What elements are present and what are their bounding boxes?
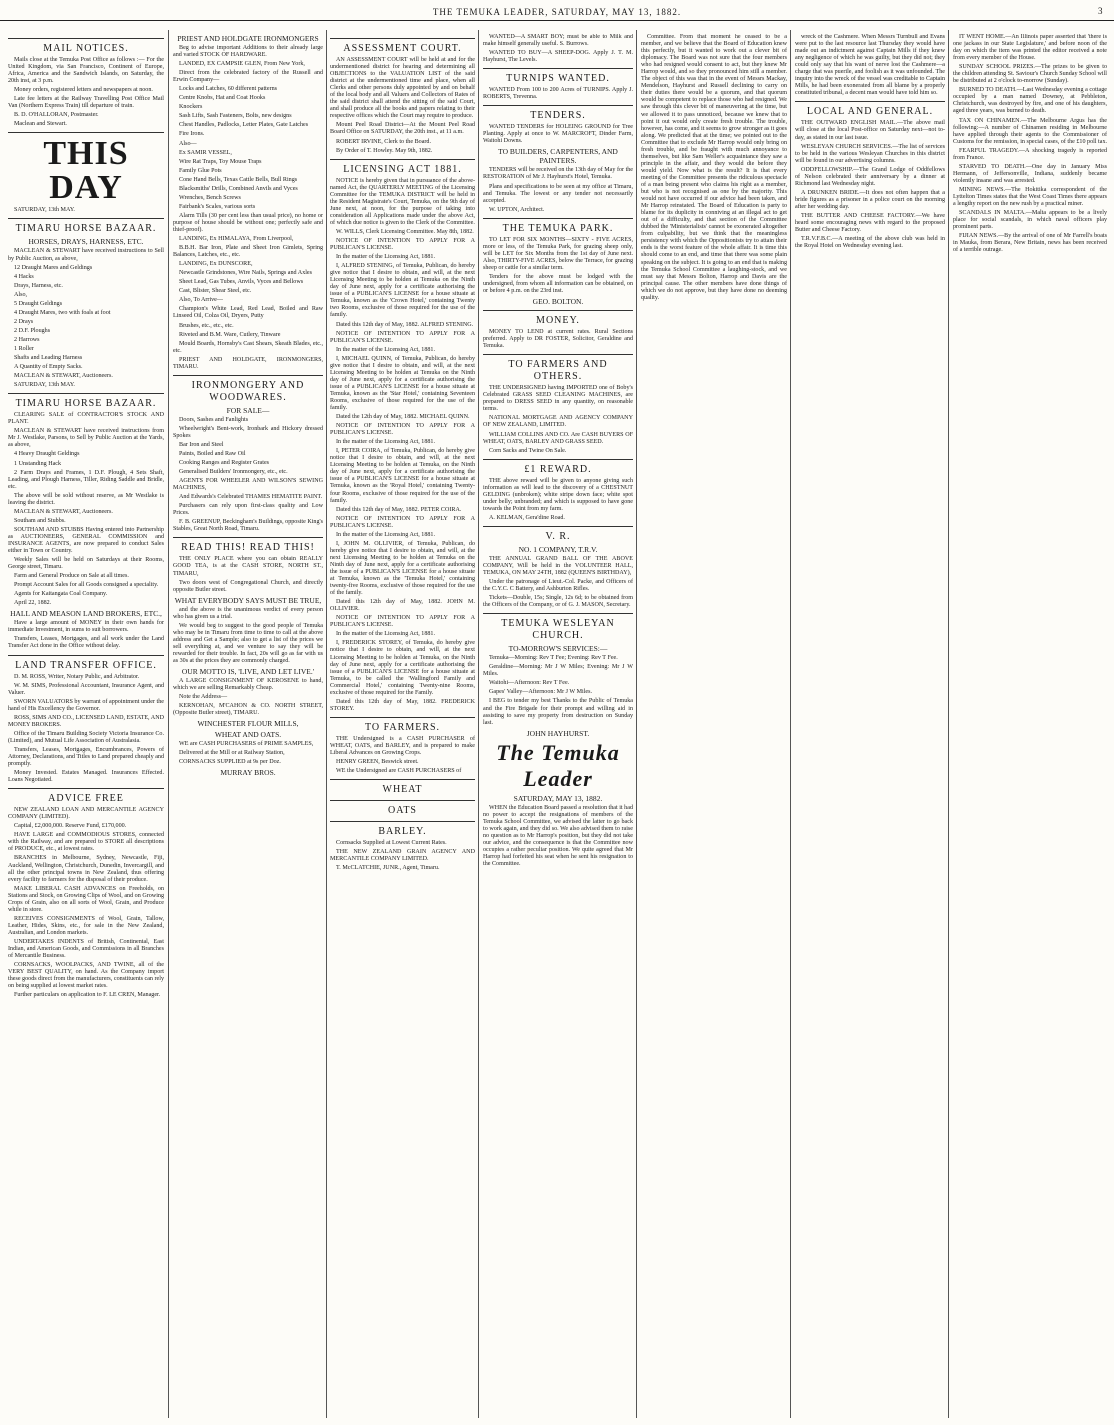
column-paragraph: 2 Farm Drays and Frames, 1 D.F. Plough, 4 Sets Shaft, Leading, and Plough Harness, Tiller, Riding Saddle and Bridle, etc. (8, 469, 164, 490)
column-paragraph: 1 Roller (14, 345, 34, 352)
column-paragraph: Bar Iron and Steel (179, 441, 224, 448)
column-paragraph: Sheet Lead, Gas Tubes, Anvils, Vyces and Bellows (179, 279, 304, 286)
column-paragraph: MACLEAN & STEWART, Auctioneers. (14, 373, 113, 380)
column-paragraph: Geraldine—Morning: Mr J W Miles; Evening: Mr J W Miles. (483, 664, 633, 678)
column-paragraph: Family Glue Pots (179, 167, 222, 174)
column-paragraph: BARLEY. (378, 826, 427, 838)
column-paragraph: THE UNDERSIGNED having IMPORTED one of Boby's Celebrated GRASS SEED CLEANING MACHINES, are prepared to DRESS SEED in any quantity, on reasonable terms. (483, 385, 633, 413)
column-paragraph: Cornsacks Supplied at Lowest Current Rates. (336, 840, 447, 847)
column-paragraph: and the above is the unanimous verdict of every person who has given us a trial. (173, 606, 323, 620)
section-divider (173, 375, 323, 376)
column-paragraph: 2 Harrows (14, 336, 40, 343)
column-paragraph: V. R. (545, 530, 571, 542)
column-paragraph: 2 D.F. Ploughs (14, 327, 51, 334)
column-paragraph: THE ONLY PLACE where you can obtain REALLY GOOD TEA, is at the CASH STORE, NORTH ST., TIMARU, (173, 556, 323, 577)
column-paragraph: STARVED TO DEATH.—One day in January Miss Hermann, of Jeffersonville, Indiana, suddenly became violently insane and was arrested. (953, 163, 1107, 184)
column-paragraph: NEW ZEALAND LOAN AND MERCANTILE AGENCY COMPANY (LIMITED). (8, 807, 164, 821)
column-paragraph: Chest Handles, Padlocks, Letter Plates, Gate Latches (179, 122, 309, 129)
column-paragraph: Fire Irons. (179, 131, 205, 138)
column-paragraph: Centre Knobs, Hat and Coat Hooks (179, 95, 266, 102)
column-5 (641, 34, 787, 1414)
column-paragraph: TENDERS will be received on the 13th day of May for the RESTORATION of Mr J. Hayhurst's Hotel, Temuka. (483, 167, 633, 181)
column-paragraph: LOCAL AND GENERAL. (806, 106, 934, 118)
column-paragraph: We would beg to suggest to the good people of Temuka who may be in Timaru from time to time to call at the above address and Get a Sample; also to get a list of the prices we sell everything at, and we venture to say they will be rewarded for their trouble. In fact, 20s will go as far with us as 30s at the prices they are commonly charged. (173, 622, 323, 664)
column-paragraph: A Quantity of Empty Sacks. (14, 364, 83, 371)
column-paragraph: B. D. O'HALLORAN, Postmaster. (14, 112, 99, 119)
column-paragraph: Doors, Sashes and Fanlights (179, 416, 249, 423)
column-paragraph: Mould Boards, Hornsby's Cast Shears, Skeath Blades, etc., etc. (173, 340, 323, 354)
column-paragraph: 4 Heavy Draught Geldings (14, 451, 80, 458)
column-paragraph: Newcastle Grindstones, Wire Nails, Springs and Axles (179, 270, 313, 277)
section-divider (8, 788, 164, 789)
section-divider (8, 655, 164, 656)
page-number: 3 (1098, 6, 1103, 16)
column-paragraph: Wheelwright's Bent-work, Ironbark and Hickory dressed Spokes (173, 425, 323, 439)
column-paragraph: READ THIS! READ THIS! (181, 542, 315, 554)
column-paragraph: THE BUTTER AND CHEESE FACTORY.—We have heard some encouraging news with regard to the proposed Butter and Cheese Factory. (795, 212, 945, 234)
section-divider (330, 800, 475, 801)
column-paragraph: And Edwards's Celebrated THAMES HEMATITE PAINT. (179, 494, 323, 501)
column-paragraph: I, MICHAEL QUINN, of Temuka, Publican, do hereby give notice that I desire to obtain, and will, at the next Licensing Meeting to be holden at Temuka on the Ninth day of June next, apply for a certificate authorising the issue of a PUBLICAN'S LICENSE for a house situate at Temuka, known as the 'Star Hotel,' containing Seventeen Rooms, exclusive of those required for the use of the family. (330, 355, 475, 412)
column-paragraph: Note the Address— (179, 694, 228, 701)
column-paragraph: 2 Drays (14, 318, 34, 325)
column-paragraph: NO. 1 COMPANY, T.R.V. (518, 544, 598, 554)
column-paragraph: WANTED—A SMART BOY; must be able to Milk and make himself generally useful. S. Burrows. (483, 34, 633, 48)
page-header (0, 0, 1114, 21)
column-paragraph: AGENTS FOR WHEELER AND WILSON'S SEWING MACHINES, (173, 478, 323, 492)
column-paragraph: MONEY TO LEND at current rates. Rural Sections preferred. Apply to DR FOSTER, Solicitor, Geraldine and Temuka. (483, 329, 633, 350)
column-paragraph: Dated the 12th day of May, 1882. MICHAEL QUINN. (336, 414, 470, 421)
column-paragraph: TEMUKA WESLEYAN CHURCH. (501, 618, 615, 642)
column-rule (168, 30, 169, 1418)
column-paragraph: Blacksmiths' Drills, Combined Anvils and Vyces (179, 185, 298, 192)
column-paragraph: PRIEST AND HOLDGATE IRONMONGERS (177, 34, 319, 43)
column-paragraph: NOTICE OF INTENTION TO APPLY FOR A PUBLICAN'S LICENSE. (330, 615, 475, 629)
column-paragraph: THE Undersigned is a CASH PURCHASER of WHEAT, OATS, and BARLEY, and is prepared to make Liberal Advances on Growing Crops. (330, 735, 475, 756)
column-paragraph: I BEG to tender my best Thanks to the Public of Temuka and the Fire Brigade for their prompt and willing aid in assisting to save my property from destruction on Sunday last. (483, 698, 633, 726)
column-paragraph: April 22, 1882. (14, 600, 52, 607)
column-paragraph: The Temuka Leader (496, 739, 620, 791)
column-paragraph: WINCHESTER FLOUR MILLS, (197, 719, 299, 729)
column-paragraph: Tenders for the above must be lodged with the undersigned, from whom all information can be obtained, on or before 4 p.m. on the 23rd inst. (483, 273, 633, 295)
section-divider (8, 132, 164, 133)
column-paragraph: 4 Draught Mares, two with foals at foot (14, 309, 111, 316)
column-paragraph: I, PETER COIRA, of Temuka, Publican, do hereby give notice that I desire to obtain, and will, at the next Licensing Meeting to be holden at Temuka, on the Ninth day of June next, apply for a certificate authorising the issue of a PUBLICAN'S LICENSE for a house situate at Temuka, known as the 'Royal Hotel,' containing Twenty-four Rooms, exclusive of those required for the use of the family. (330, 448, 475, 504)
column-paragraph: MACLEAN & STEWART, Auctioneers. (14, 508, 113, 515)
column-paragraph: Dated this 12th day of May, 1882. FREDERICK STOREY. (330, 698, 475, 712)
column-paragraph: SUNDAY SCHOOL PRIZES.—The prizes to be given to the children attending St. Saviour's Church Sunday School will be distributed at 2 o'clock to-morrow (Sunday). (953, 64, 1107, 85)
column-paragraph: A DRUNKEN BRIDE.—It does not often happen that a bride figures as a prisoner in a police court on the morning after her wedding day. (795, 189, 945, 210)
section-divider (483, 218, 633, 219)
column-paragraph: WHEN the Education Board passed a resolution that it had no power to accept the resignations of members of the Temuka School Committee, we advised the latter to go back to work again, and they did so. We also advised them to raise no question as to Mr Harrop's position, but they did not take our advice, and the consequence is that the Committee now occupies a rather peculiar position. We quite agreed that Mr Harrop had forfeited his seat when he sent his resignation to the Committee. (483, 804, 633, 868)
column-paragraph: In the matter of the Licensing Act, 1881. (336, 439, 435, 446)
column-paragraph: W. M. SIMS, Professional Accountant, Insurance Agent, and Valuer. (8, 682, 164, 696)
column-paragraph: Shafts and Leading Harness (14, 355, 83, 362)
column-paragraph: Farm and General Produce on Sale at all times. (14, 573, 129, 580)
column-7 (953, 34, 1107, 1414)
column-paragraph: W. WILLS, Clerk Licensing Committee. May 8th, 1882. (336, 228, 474, 235)
column-paragraph: Capital, £2,000,000. Reserve Fund, £170,000. (14, 823, 127, 830)
column-paragraph: By Order of T. Howley. May 9th, 1882. (336, 147, 433, 154)
column-paragraph: A LARGE CONSIGNMENT OF KEROSENE to hand, which we are selling Remarkably Cheap. (173, 678, 323, 692)
column-paragraph: A. KELMAN, Gera'dine Road. (489, 514, 565, 521)
column-paragraph: THIS DAY (43, 135, 129, 207)
column-paragraph: Agents for Kaitangata Coal Company. (14, 591, 108, 598)
column-paragraph: Corn Sacks and Twine On Sale. (489, 447, 567, 454)
column-paragraph: Late fee letters at the Railway Travelling Post Office Mail Van (Northern Express Train) till departure of train. (8, 96, 164, 110)
column-4 (483, 34, 633, 1414)
column-paragraph: IRONMONGERY AND WOODWARES. (191, 379, 305, 403)
column-paragraph: HAVE LARGE and COMMODIOUS STORES, connected with the Railway, and are prepared to STORE all descriptions of PRODUCE, etc., at lowest rates. (8, 832, 164, 853)
column-paragraph: Also, (14, 291, 28, 298)
column-paragraph: In the matter of the Licensing Act, 1881. (336, 531, 435, 538)
column-paragraph: THE ANNUAL GRAND BALL OF THE ABOVE COMPANY, Will be held in the VOLUNTEER HALL, TEMUKA, ON MAY 24TH, 1882 (QUEEN'S BIRTHDAY), (483, 555, 633, 577)
section-divider (8, 218, 164, 219)
column-paragraph: NOTICE OF INTENTION TO APPLY FOR A PUBLICAN'S LICENSE. (330, 423, 475, 437)
column-paragraph: BRANCHES in Melbourne, Sydney, Newcastle, Fiji, Auckland, Wellington, Christchurch, Dunedin, Invercargill, and all the other principal towns in New Zealand, thus offering every facility to farmers for the disposal of their produce. (8, 855, 164, 883)
column-paragraph: KERNOHAN, M'CAHON & CO. NORTH STREET, (Opposite Butler street), TIMARU. (173, 703, 323, 717)
column-paragraph: ROSS, SIMS AND CO., LICENSED LAND, ESTATE, AND MONEY BROKERS. (8, 714, 164, 728)
column-paragraph: 12 Draught Mares and Geldings (14, 264, 93, 271)
column-paragraph: WESLEYAN CHURCH SERVICES.—The list of services to be held in the various Wesleyan Churches in this district will be found in our advertising columns. (795, 143, 945, 164)
column-paragraph: 5 Draught Geldings (14, 300, 63, 307)
column-paragraph: D. M. ROSS, Writer, Notary Public, and Arbitrator. (14, 673, 140, 680)
column-paragraph: TO LET FOR SIX MONTHS—SIXTY - FIVE ACRES, more or less, of the Temuka Park, for grazing sheep only, will be LET for Six Months from the 1st day of June next. Also, THIRTY-FIVE ACRES, below the Terrace, for grazing sheep or cattle for a similar term. (483, 236, 633, 271)
column-paragraph: THE TEMUKA PARK. (502, 222, 614, 234)
column-paragraph: Waitohi—Afternoon: Rev T Fee. (489, 680, 570, 687)
column-paragraph: Prompt Account Sales for all Goods consigned a speciality. (14, 582, 159, 589)
column-paragraph: I, JOHN M. OLLIVIER, of Temuka, Publican, do hereby give notice that I desire to obtain, and will, at the next Licensing Meeting to be holden at Temuka on the Ninth day of June next, apply for a certificate authorising the issue of a PUBLICAN'S LICENSE for a house situate at Temuka, known as the 'Temuka Hotel,' containing twenty-five Rooms, exclusive of those required for the use of the family. (330, 540, 475, 597)
section-divider (483, 459, 633, 460)
column-paragraph: SATURDAY, 13th MAY. (14, 207, 75, 214)
column-paragraph: JOHN HAYHURST. (526, 728, 590, 738)
column-paragraph: Also— (179, 140, 197, 147)
column-paragraph: LANDED, EX CAMPSIE GLEN, From New York, (179, 61, 305, 68)
column-paragraph: WANTED TENDERS for HOLEING GROUND for Tree Planting. Apply at once to W. MARCROFT, Dinder Farm, Waitohi Downs. (483, 124, 633, 145)
column-paragraph: CLEARING SALE of CONTRACTOR'S STOCK AND PLANT. (8, 412, 164, 426)
column-paragraph: Further particulars on application to F. LE CREN, Manager. (14, 992, 161, 999)
column-paragraph: SOUTHAM AND STUBBS Having entered into Partnership as AUCTIONEERS, GENERAL COMMISSION and INSURANCE AGENTS, are now prepared to conduct Sales either in Town or Country. (8, 526, 164, 555)
column-paragraph: Knockers (179, 104, 203, 111)
column-paragraph: Plans and specifications to be seen at my office at Timaru, and Temuka. The lowest or any tender not necessarily accepted. (483, 183, 633, 204)
column-paragraph: B.B.H. Bar Iron, Plate and Sheet Iron Gimlets, Spring Balances, Latches, etc., etc. (173, 245, 323, 259)
column-paragraph: NOTICE OF INTENTION TO APPLY FOR A PUBLICAN'S LICENSE. (330, 515, 475, 529)
column-paragraph: OATS (387, 805, 417, 817)
column-paragraph: Purchasers can rely upon first-class quality and Low Prices. (173, 503, 323, 517)
column-paragraph: NOTICE is hereby given that in pursuance of the above-named Act, the QUARTERLY MEETING of the Licensing Committee for the TEMUKA DISTRICT will be held in the Resident Magistrate's Court, Temuka, on the 9th day of June next, at noon, for the purpose of taking into consideration all Applications made under the above Act, of which due notice is given to the Clerk of the Committee. (330, 177, 475, 226)
column-paragraph: Fairbank's Scales, various sorts (179, 203, 256, 210)
column-paragraph: Drays, Harness, etc. (14, 282, 63, 289)
column-paragraph: Paints, Boiled and Raw Oil (179, 450, 246, 457)
column-paragraph: Brushes, etc., etc., etc. (179, 322, 234, 329)
column-paragraph: THE OUTWARD ENGLISH MAIL.—The above mail will close at the local Post-office on Saturday next—not to-day, as stated in our last issue. (795, 120, 945, 141)
column-paragraph: Cast, Blister, Shear Steel, etc. (179, 288, 252, 295)
column-paragraph: Mount Peel Road District—At the Mount Peel Road Board Office on SATURDAY, the 20th inst., at 11 a.m. (330, 122, 475, 136)
column-paragraph: ASSESSMENT COURT. (343, 43, 462, 54)
column-paragraph: Champion's White Lead, Red Lead, Boiled and Raw Linseed Oil, Colza Oil, Dryers, Putty (173, 306, 323, 320)
column-paragraph: LANDING, Ex HIMALAYA, From Liverpool, (179, 236, 294, 243)
column-paragraph: T.R.V.F.B.C.—A meeting of the above club was held in the Royal Hotel on Wednesday evening last. (795, 236, 945, 250)
column-paragraph: Money orders, registered letters and newspapers at noon. (14, 87, 153, 94)
column-paragraph: ADVICE FREE (48, 793, 124, 805)
column-paragraph: I, ALFRED STENING, of Temuka, Publican, do hereby give notice that I desire to obtain, and will, at the next Licensing Meeting to be holden at Temuka on the Ninth day of June next, apply for a certificate authorising the issue of a PUBLICAN'S LICENSE for a house situate at Temuka, known as the 'Crown Hotel,' containing Twenty two Rooms, exclusive of those required for the use of the family. (330, 263, 475, 319)
column-paragraph: MINING NEWS.—The Hokitika correspondent of the Lyttelton Times states that the West Coast Times there appears a lengthy report on the new rush by a practical miner. (953, 186, 1107, 208)
column-paragraph: TIMARU HORSE BAZAAR. (15, 223, 157, 235)
column-paragraph: PRIEST AND HOLDGATE, IRONMONGERS, TIMARU. (173, 356, 323, 370)
column-paragraph: Committee. From that moment he ceased to be a member, and we believe that the Board of Education knew this perfectly, but it wanted to work out a clever bit of diplomacy. The Board was not sure that the four members who had resigned would consent to act, but they knew Mr Harrop would, and so they pronounced him still a member. The object of this was that in the event of Messrs Mackay, Mendelson, Hayhurst and Russell declining to carry on their duties there would be a quorum, and that quorum would be competent to replace those who had resigned. We saw through this clever bit of maneuvering at the time, but we allowed it to pass unnoticed, because we knew that to point it out would only create fresh trouble. The trouble, however, has come, and it seems to grow stronger as it goes along. We predicted that at the time; we pointed out to the Committee that to exclude Mr Harrop would only bring on fresh trouble, and be fraught with much annoyance to themselves, but like Sam Weller's acquaintance they saw a principle in the affair, and they would die before they would yield. Now what is the result? It is that every meeting of the Committee presents the ridiculous spectacle of a man being present who claims his right as a member, but who is not recognised as one by the majority. This would not have occurred if our advice had been taken, and Mr Harrop reinstated. The Board of Education is party to blame for its duplicity in conniving at an illegal act to get out of a difficulty, and that section of the Committee dubbed the 'Ministerialists' cannot be exonerated altogether from culpability, but we think that the meaningless persistency with which the Oppositionists try to attain their ends is the worst feature of the whole affair. It is time this should come to an end, and time that there was some plain speaking on the subject. It is going to an end that is making the Temuka School Committee a laughing-stock, and we must say that Messrs Bolton, Harrop and Davis are the principal cause. The other members have done things of which we do not approve, but they have done no deeming quality. (641, 34, 787, 301)
column-paragraph: LICENSING ACT 1881. (343, 163, 462, 175)
column-paragraph: IT WENT HOME.—An Illinois paper asserted that 'there is one jackass in our State Legislature,' and before noon of the day on which the item was printed the editor received a note from every member of the House. (953, 34, 1107, 62)
column-paragraph: MAIL NOTICES. (43, 43, 129, 54)
column-paragraph: Wire Rat Traps, Toy Mouse Traps (179, 158, 262, 165)
column-paragraph: AN ASSESSMENT COURT will be held at and for the undermentioned district for hearing and determining all OBJECTIONS to the VALUATION LIST of the said district at the undermentioned time and place, when all Clerks and other persons duly appointed by and on behalf of the local body and all Valuers and Collectors of Rates of the said district shall attend the sitting of the said Court, and shall produce all the books and papers relating to their respective offices which the Court may require to produce. (330, 57, 475, 120)
column-paragraph: HALL AND MEASON LAND BROKERS, ETC., (10, 609, 162, 619)
column-paragraph: £1 REWARD. (524, 463, 592, 475)
column-paragraph: FEARFUL TRAGEDY.—A shocking tragedy is reported from France. (953, 147, 1107, 161)
column-paragraph: TURNIPS WANTED. (506, 73, 610, 85)
column-paragraph: Dated this 12th day of May, 1882. ALFRED STENING. (336, 321, 474, 328)
column-paragraph: MURRAY BROS. (220, 768, 276, 778)
column-3 (330, 34, 475, 1414)
column-paragraph: Cooking Ranges and Register Grates (179, 460, 270, 467)
section-divider (8, 38, 164, 39)
column-paragraph: ROBERT IRVINE, Clerk to the Board. (336, 138, 431, 145)
column-paragraph: TAX ON CHINAMEN.—The Melbourne Argus has the following:—A number of Chinamen residing in Melbourne have applied through their agents to the Commissioner of Customs for the remission, in special cases, of the £10 poll tax. (953, 117, 1107, 145)
column-paragraph: I, FREDERICK STOREY, of Temuka, do hereby give notice that I desire to obtain, and will, at the next Licensing Meeting to be holden at Temuka, on the Ninth day of June next, apply for a certificate authorising the issue of a PUBLICAN'S LICENSE for a house situate at Temuka, to be called the 'Wallingford Family and Commercial Hotel,' containing Twenty-nine Rooms, exclusive of those required for the Family. (330, 640, 475, 696)
column-paragraph: ODDFELLOWSHIP.—The Grand Lodge of Oddfellows of Nelson celebrated their anniversary by a dinner at Richmond last Wednesday night. (795, 166, 945, 187)
column-paragraph: MONEY. (536, 315, 580, 327)
column-paragraph: wreck of the Cashmere. When Messrs Turnbull and Evans were put to the last resource last Thursday they would have made out an indictment against Captain Mills if they knew any negligence of which he was guilty, but they did not; they could only say that his want of nerve lost the Cashmere—a charge that was puerile, and foolish as it was unfounded. The inquiry into the wreck of the vessel was creditable to Captain Mills, he had been exonerated from all blame by a properly constituted tribunal, a decent man would have told him so. (795, 34, 945, 97)
column-paragraph: NATIONAL MORTGAGE AND AGENCY COMPANY OF NEW ZEALAND, LIMITED. (483, 415, 633, 429)
column-paragraph: WE the Undersigned are CASH PURCHASERS of (336, 768, 462, 775)
column-paragraph: T. McCLATCHIE, JUNR., Agent, Timaru. (336, 865, 440, 872)
column-paragraph: TIMARU HORSE BAZAAR. (15, 398, 157, 410)
section-divider (483, 354, 633, 355)
column-paragraph: UNDERTAKES INDENTS of British, Continental, East Indian, and American Goods, and Commissions in all Branches of Mercantile Business. (8, 938, 164, 960)
column-paragraph: Dated this 12th day of May, 1882. PETER COIRA. (336, 506, 462, 513)
column-paragraph: In the matter of the Licensing Act, 1881. (336, 346, 435, 353)
column-paragraph: 1 Unstanding Hack (14, 460, 62, 467)
column-paragraph: CORNSACKS, WOOLPACKS, AND TWINE, all of the VERY BEST QUALITY, on hand. As the Company import these goods direct from the manufacturers, constituents can rely on being supplied at lowest market rates. (8, 962, 164, 990)
section-divider (8, 393, 164, 394)
section-divider (173, 537, 323, 538)
column-1 (8, 34, 164, 1414)
column-rule (326, 30, 327, 1418)
column-paragraph: LANDING, Ex DUNSCORE, (179, 261, 253, 268)
column-6 (795, 34, 945, 1414)
column-paragraph: WANTED TO BUY—A SHEEP-DOG. Apply J. T. M. Hayhurst, The Levels. (483, 50, 633, 64)
column-2 (173, 34, 323, 1414)
column-paragraph: MACLEAN & STEWART have received instructions from Mr J. Westlake, Parsons, to Sell by Public Auction at the Yards, as above, (8, 428, 164, 449)
column-paragraph: THE NEW ZEALAND GRAIN AGENCY AND MERCANTILE COMPANY LIMITED. (330, 849, 475, 863)
column-paragraph: Gapes' Valley—Afternoon: Mr J W Miles. (489, 689, 592, 696)
column-paragraph: FOR SALE— (226, 405, 270, 415)
column-paragraph: GEO. BOLTON. (532, 297, 584, 307)
section-divider (330, 779, 475, 780)
column-paragraph: Southam and Stubbs. (14, 517, 66, 524)
column-paragraph: THE above reward will be given to anyone giving such information as will lead to the discovery of a CHESTNUT GELDING (unbroken); white stripe down face; white spot under belly; unbranded; and which is supposed to have gone towards the Point from my farm. (483, 477, 633, 512)
column-paragraph: TO FARMERS. (364, 721, 441, 733)
column-paragraph: HENRY GREEN, Beswick street. (336, 759, 419, 766)
column-paragraph: Temuka—Morning: Rev T Fee; Evening: Rev T Fee. (489, 655, 618, 662)
column-paragraph: Also, To Arrive— (179, 297, 223, 304)
column-paragraph: Money Invested. Estates Managed. Insurances Effected. Loans Negotiated. (8, 770, 164, 784)
column-paragraph: Alarm Tills (30 per cent less than usual price), no home or purpose of house should be without one; perfectly safe and thief-proof). (173, 212, 323, 233)
section-divider (483, 68, 633, 69)
column-paragraph: SATURDAY, MAY 13, 1882. (513, 793, 603, 803)
column-paragraph: Generalised Builders' Ironmongery, etc., etc. (179, 469, 288, 476)
section-divider (330, 717, 475, 718)
section-divider (483, 310, 633, 311)
column-paragraph: Riveted and B.M. Ware, Cutlery, Tinware (179, 331, 281, 338)
column-paragraph: WILLIAM COLLINS AND CO. Are CASH BUYERS OF WHEAT, OATS, BARLEY AND GRASS SEED. (483, 431, 633, 445)
column-paragraph: RECEIVES CONSIGNMENTS of Wool, Grain, Tallow, Leather, Hides, Skins, etc., for sale in the New Zealand, Australian, and London markets. (8, 915, 164, 936)
column-paragraph: Cone Hand Bells, Texas Cattle Bells, Bull Rings (179, 176, 298, 183)
column-paragraph: Beg to advise important Additions to their already large and varied STOCK OF HARDWARE. (173, 45, 323, 59)
column-paragraph: HORSES, DRAYS, HARNESS, ETC. (28, 237, 144, 247)
section-divider (330, 159, 475, 160)
column-paragraph: TO BUILDERS, CARPENTERS, AND PAINTERS. (498, 147, 618, 166)
column-paragraph: Weekly Sales will be held on Saturdays at their Rooms, George street, Timaru. (8, 557, 164, 571)
column-paragraph: SATURDAY, 13th MAY. (14, 382, 75, 389)
column-paragraph: WHAT EVERYBODY SAYS MUST BE TRUE, (174, 595, 322, 605)
column-paragraph: MACLEAN & STEWART have received instructions to Sell by Public Auction, as above, (8, 248, 164, 262)
column-paragraph: Transfers, Leases, Mortgages, and all work under the Land Transfer Act done in the Office without delay. (8, 636, 164, 650)
column-paragraph: Sash Lifts, Sash Fasteners, Bolts, new designs (179, 113, 292, 120)
column-rule (636, 30, 637, 1418)
column-paragraph: Mails close at the Temuka Post Office as follows :— For the United Kingdom, via San Francisco, Continent of Europe, Africa, America and the Sandwich Islands, on Saturday, the 20th inst, at 3 p.m. (8, 57, 164, 85)
column-paragraph: OUR MOTTO IS, 'LIVE, AND LET LIVE.' (181, 667, 315, 677)
section-divider (483, 526, 633, 527)
column-paragraph: Delivered at the Mill or at Railway Station, (179, 750, 285, 757)
header-text: THE TEMUKA LEADER, SATURDAY, MAY 13, 1882. (432, 7, 682, 17)
column-paragraph: Tickets—Double, 15s; Single, 12s 6d; to be obtained from the Officers of the Company, or of G. J. MASON, Secretary. (483, 595, 633, 609)
column-paragraph: W. UPTON, Architect. (489, 206, 545, 213)
column-paragraph: Direct from the celebrated factory of the Russell and Erwin Company— (173, 70, 323, 84)
section-divider (483, 105, 633, 106)
column-paragraph: MAKE LIBERAL CASH ADVANCES on Freeholds, on Stations and Stock, on Growing Clips of Wool, and on Growing Crops of Grain, also on all sorts of Wool, Grain, and Produce while in store. (8, 885, 164, 913)
column-paragraph: SCANDALS IN MALTA.—Malta appears to be a lively place for social scandals, in which naval officers play prominent parts. (953, 210, 1107, 231)
column-paragraph: Two doors west of Congregational Church, and directly opposite Butler street. (173, 579, 323, 593)
column-paragraph: Ex SAMIR VESSEL, (179, 149, 232, 156)
column-paragraph: TO FARMERS AND OTHERS. (508, 359, 608, 383)
column-paragraph: F. B. GREENUP, Beckingham's Buildings, opposite King's Stables, Great North Road, Timaru. (173, 519, 323, 533)
column-paragraph: In the matter of the Licensing Act, 1881. (336, 631, 435, 638)
column-paragraph: Locks and Latches, 60 different patterns (179, 86, 278, 93)
column-paragraph: TENDERS. (530, 110, 586, 122)
column-paragraph: 4 Hacks (14, 273, 34, 280)
column-paragraph: Dated this 12th day of May, 1882. JOHN M. OLLIVIER. (330, 599, 475, 613)
column-paragraph: TO-MORROW'S SERVICES:— (508, 644, 608, 654)
column-rule (790, 30, 791, 1418)
section-divider (483, 613, 633, 614)
column-rule (948, 30, 949, 1418)
column-paragraph: WANTED From 100 to 200 Acres of TURNIPS. Apply J. ROBERTS, Trevenna. (483, 87, 633, 101)
column-paragraph: Have a large amount of MONEY in their own hands for immediate Investment, in sums to suit borrowers. (8, 620, 164, 634)
column-paragraph: WHEAT (382, 784, 423, 796)
column-paragraph: CORNSACKS SUPPLIED at 9s per Doz. (179, 759, 281, 766)
column-paragraph: NOTICE OF INTENTION TO APPLY FOR A PUBLICAN'S LICENSE. (330, 237, 475, 252)
section-divider (330, 38, 475, 39)
column-paragraph: In the matter of the Licensing Act, 1881. (336, 254, 435, 261)
column-paragraph: SWORN VALUATORS by warrant of appointment under the hand of His Excellency the Governor. (8, 698, 164, 712)
column-paragraph: The above will be sold without reserve, as Mr Westlake is leaving the district. (8, 492, 164, 506)
section-divider (330, 821, 475, 822)
column-paragraph: WE are CASH PURCHASERS of PRIME SAMPLES, (179, 741, 314, 748)
column-paragraph: NOTICE OF INTENTION TO APPLY FOR A PUBLICAN'S LICENSE. (330, 330, 475, 344)
column-rule (478, 30, 479, 1418)
column-paragraph: LAND TRANSFER OFFICE. (15, 659, 157, 671)
column-paragraph: Wrenches, Bench Screws (179, 194, 241, 201)
column-paragraph: Transfers, Leases, Mortgages, Encumbrances, Powers of Attorney, Declarations, and Titles to Land prepared cheaply and promptly. (8, 746, 164, 768)
column-paragraph: Office of the Timaru Building Society Victoria Insurance Co. (Limited), and Mutual Life Association of Australasia. (8, 730, 164, 744)
column-paragraph: Under the patronage of Lieut.-Col. Packe, and Officers of the C.Y.C. C Battery, and Ashburton Rifles. (483, 579, 633, 593)
column-paragraph: WHEAT AND OATS. (214, 730, 282, 740)
column-paragraph: FIJIAN NEWS.—By the arrival of one of Mr Farrell's boats in Mauka, from Berara, New Britain, news has been received of a terrible outrage. (953, 233, 1107, 254)
column-paragraph: BURNED TO DEATH.—Last Wednesday evening a cottage occupied by a man named Downey, at Pebbleton, Christchurch, was destroyed by fire, and one of his daughters, aged three years, was burned to death. (953, 87, 1107, 115)
section-divider (795, 101, 945, 102)
column-paragraph: Maclean and Stewart. (14, 121, 67, 128)
